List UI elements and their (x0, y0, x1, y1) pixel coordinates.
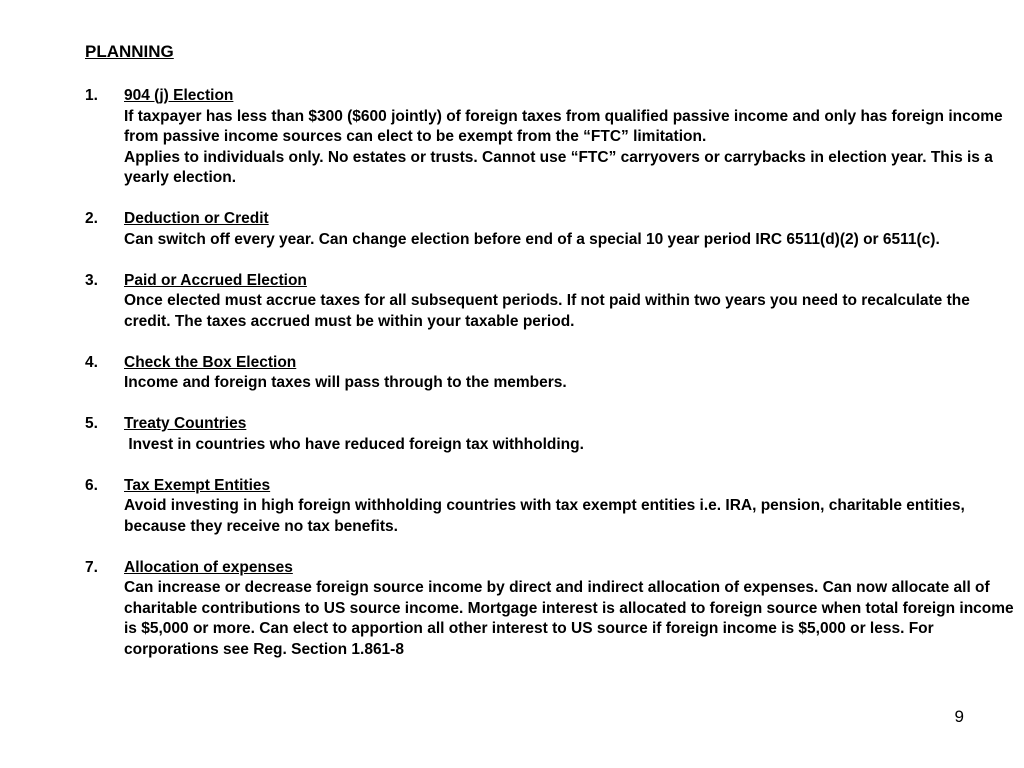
item-number: 5. (85, 415, 98, 432)
item-paragraph: Income and foreign taxes will pass through to the members. (124, 374, 567, 391)
planning-list (85, 86, 1015, 681)
list-item (85, 558, 1015, 661)
page-title: PLANNING (85, 42, 174, 61)
item-paragraph: Invest in countries who have reduced foreign tax withholding. (124, 435, 584, 453)
item-heading: Paid or Accrued Election (124, 271, 307, 289)
item-number: 2. (85, 210, 98, 227)
item-heading: Tax Exempt Entities (124, 476, 271, 494)
list-item (85, 476, 1015, 538)
item-paragraph: Applies to individuals only. No estates or trusts. Cannot use “FTC” carryovers or carrybacks in election year. This is a yearly election. (124, 148, 993, 186)
list-item (85, 86, 1015, 189)
item-number: 4. (85, 353, 98, 371)
list-item (85, 353, 1015, 394)
item-heading: Treaty Countries (124, 415, 247, 432)
item-heading: Allocation of expenses (124, 558, 293, 576)
item-paragraph: Can increase or decrease foreign source income by direct and indirect allocation of expenses. Can now allocate all of charitable contributions to US source income. Mortgage interest is allocated to foreign source when total foreign income is $5,000 or more. Can elect to apportion all other interest to US source if foreign income is $5,000 or less. For corporations see Reg. Section 1.861-8 (124, 579, 1014, 658)
item-number: 1. (85, 87, 98, 104)
slide-number: 9 (954, 707, 964, 726)
item-number: 6. (85, 476, 98, 494)
item-heading: 904 (j) Election (124, 87, 234, 104)
item-paragraph: Can switch off every year. Can change election before end of a special 10 year period IRC 6511(d)(2) or 6511(c). (124, 230, 940, 248)
item-heading: Check the Box Election (124, 353, 297, 371)
item-paragraph: If taxpayer has less than $300 ($600 jointly) of foreign taxes from qualified passive income and only has foreign income from passive income sources can elect to be exempt from the “FTC” limitation. (124, 107, 1003, 145)
list-item (85, 271, 1015, 333)
item-number: 3. (85, 271, 98, 289)
item-paragraph: Once elected must accrue taxes for all subsequent periods. If not paid within two years you need to recalculate the credit. The taxes accrued must be within your taxable period. (124, 292, 970, 330)
item-paragraph: Avoid investing in high foreign withholding countries with tax exempt entities i.e. IRA, pension, charitable entities, because they receive no tax benefits. (124, 497, 965, 535)
item-heading: Deduction or Credit (124, 210, 269, 227)
list-item (85, 209, 1015, 250)
list-item (85, 414, 1015, 455)
item-number: 7. (85, 558, 98, 576)
